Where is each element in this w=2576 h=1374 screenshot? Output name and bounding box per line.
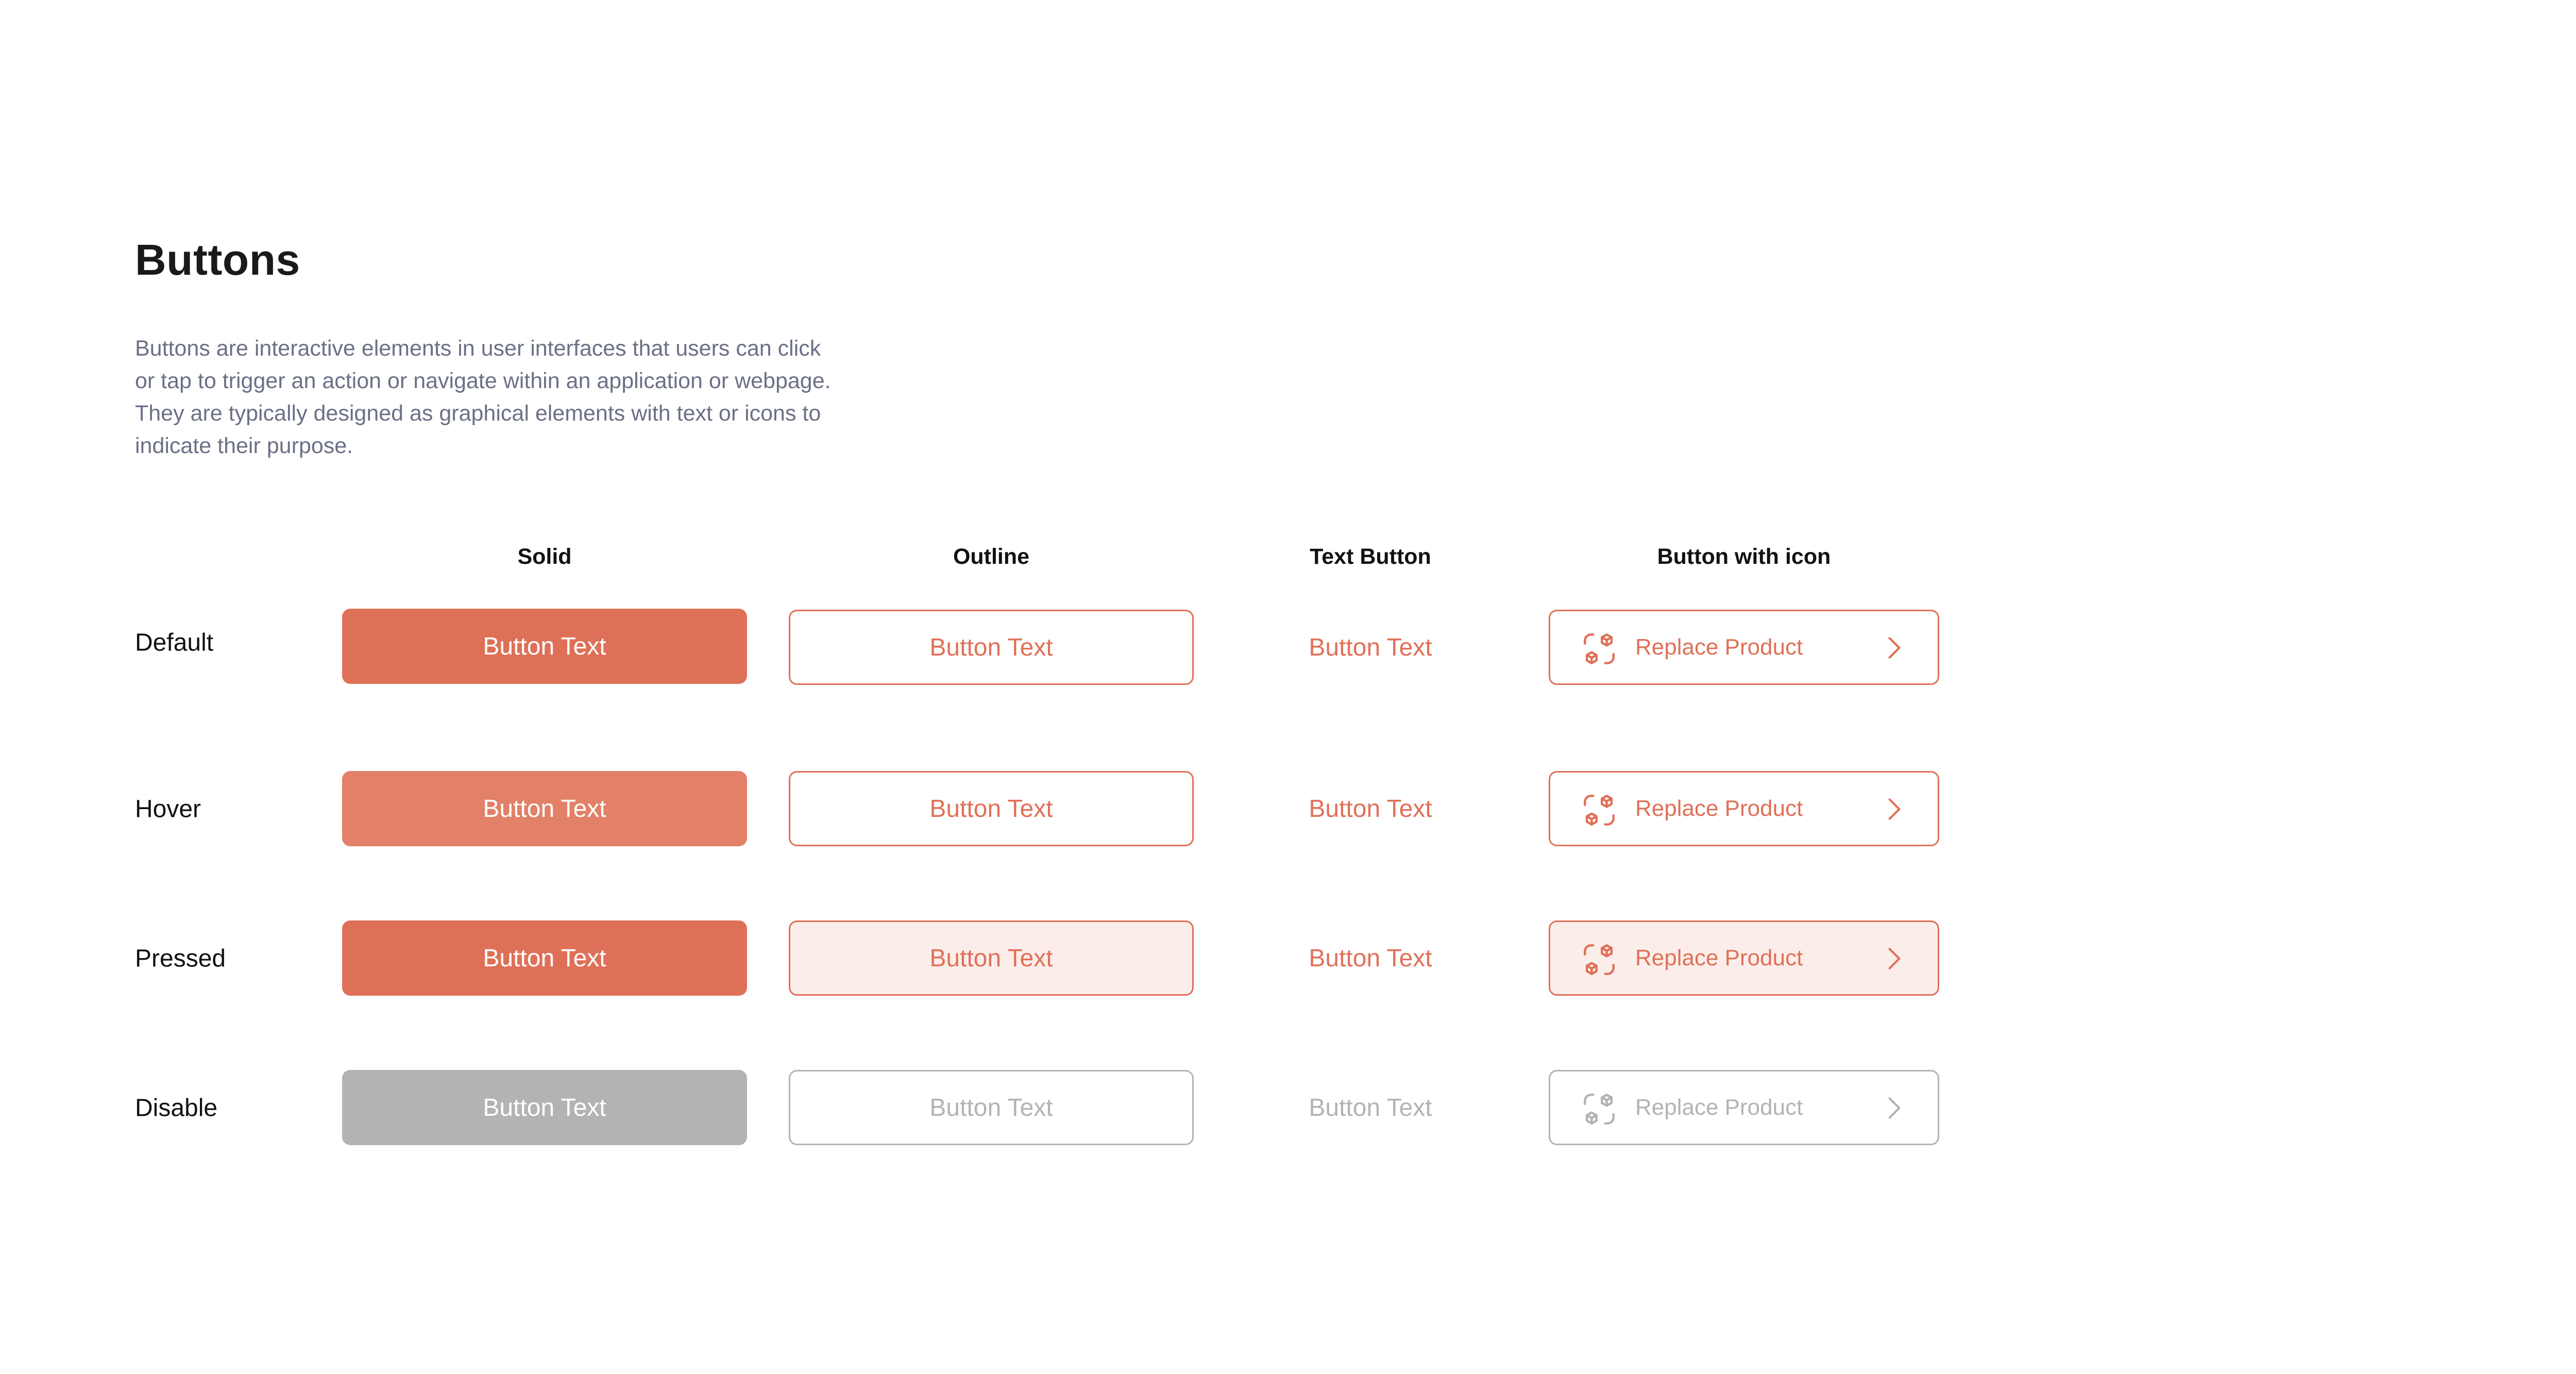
outline-button-default[interactable]: Button Text — [789, 610, 1194, 685]
solid-button-disabled[interactable]: Button Text — [342, 1070, 747, 1145]
solid-button-pressed[interactable]: Button Text — [342, 920, 747, 996]
text-button-pressed[interactable]: Button Text — [1267, 920, 1473, 996]
column-header-outline: Outline — [953, 544, 1030, 569]
replace-product-icon — [1581, 1091, 1617, 1127]
text-button-hover[interactable]: Button Text — [1267, 771, 1473, 846]
chevron-right-icon — [1881, 796, 1907, 822]
icon-button-pressed[interactable] — [1549, 920, 1939, 996]
solid-button-default[interactable]: Button Text — [342, 609, 747, 684]
row-label-hover: Hover — [135, 795, 201, 823]
outline-button-pressed[interactable]: Button Text — [789, 920, 1194, 996]
icon-button-hover[interactable] — [1549, 771, 1939, 846]
replace-product-icon — [1581, 792, 1617, 828]
column-header-solid: Solid — [517, 544, 572, 569]
icon-button-label: Replace Product — [1635, 796, 1803, 821]
text-button-disabled[interactable]: Button Text — [1267, 1070, 1473, 1145]
icon-button-default[interactable] — [1549, 610, 1939, 685]
row-label-pressed: Pressed — [135, 945, 226, 973]
outline-button-hover[interactable]: Button Text — [789, 771, 1194, 846]
icon-button-disabled[interactable] — [1549, 1070, 1939, 1145]
page-description: Buttons are interactive elements in user interfaces that users can click or tap to trigger an action or navigate within an application or webpage. They are typically designed as graphical elements with text or icons to indicate their purpose. — [135, 336, 831, 458]
chevron-right-icon — [1881, 1095, 1907, 1121]
text-button-default[interactable]: Button Text — [1267, 610, 1473, 685]
solid-button-hover[interactable]: Button Text — [342, 771, 747, 846]
icon-button-label: Replace Product — [1635, 945, 1803, 970]
column-header-button-with-icon: Button with icon — [1657, 544, 1831, 569]
row-label-default: Default — [135, 629, 214, 657]
column-header-text-button: Text Button — [1310, 544, 1431, 569]
icon-button-label: Replace Product — [1635, 634, 1803, 660]
replace-product-icon — [1581, 631, 1617, 667]
replace-product-icon — [1581, 942, 1617, 978]
chevron-right-icon — [1881, 635, 1907, 661]
chevron-right-icon — [1881, 946, 1907, 971]
outline-button-disabled[interactable]: Button Text — [789, 1070, 1194, 1145]
icon-button-label: Replace Product — [1635, 1095, 1803, 1120]
page-title: Buttons — [135, 236, 300, 284]
row-label-disabled: Disable — [135, 1094, 218, 1122]
